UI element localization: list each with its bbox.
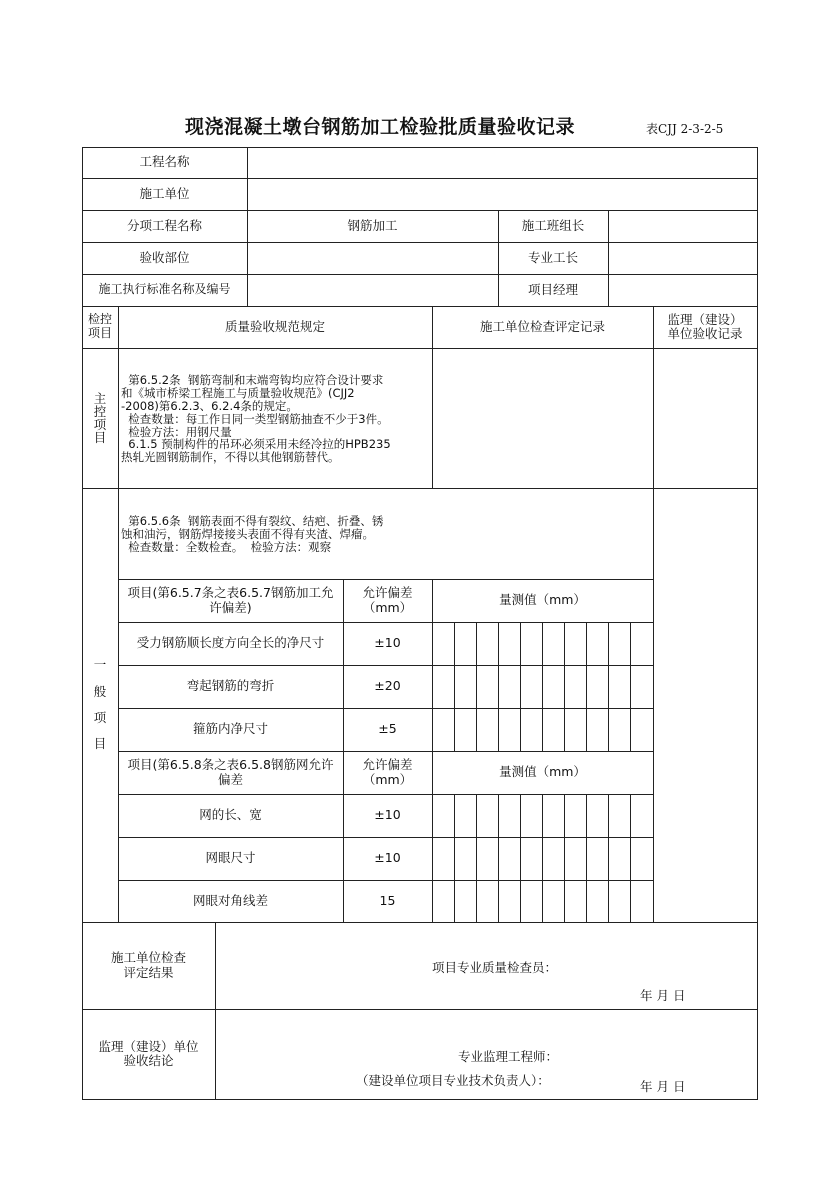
label-char: 目 [93, 430, 107, 446]
table-row-tolerance: ±10 [374, 850, 401, 866]
grid-line [520, 794, 521, 923]
label-char: 控 [93, 403, 107, 419]
text-line: 热轧光圆钢筋制作，不得以其他钢筋替代。 [121, 450, 340, 465]
text-line: 检查数量：全数检查。 检验方法：观察 [121, 539, 332, 554]
main-control-label [82, 348, 118, 488]
label-char: 项 [93, 710, 107, 725]
doc-title: 现浇混凝土墩台钢筋加工检验批质量验收记录 [184, 116, 575, 138]
table2-item-header: 项目(第6.5.8条之表6.5.8钢筋网允许偏差 [127, 757, 334, 787]
table-row-name: 网的长、宽 [199, 807, 262, 823]
grid-line [608, 210, 609, 307]
label-char: 主 [93, 390, 107, 406]
team-leader-label: 施工班组长 [521, 217, 585, 233]
supervision-conclusion-label-line2: 验收结论 [123, 1053, 174, 1068]
grid-line [564, 622, 565, 752]
grid-line [586, 622, 587, 752]
grid-line [542, 622, 543, 752]
grid-line [608, 794, 609, 923]
table-row-name: 受力钢筋顺长度方向全长的净尺寸 [136, 635, 325, 651]
table-row-name: 网眼对角线差 [192, 892, 268, 908]
text-line: 和《城市桥梁工程施工与质量验收规范》(CJJ2 [121, 385, 355, 400]
supervision-header-line1: 监理（建设） [667, 311, 743, 327]
supervision-conclusion-label [82, 1009, 215, 1099]
spec-header: 质量验收规范规定 [224, 318, 325, 334]
table2-measured-header: 量测值（mm） [499, 764, 586, 780]
supervision-conclusion-label-line1: 监理（建设）单位 [98, 1038, 199, 1054]
label-char: 一 [93, 657, 107, 673]
grid-line [82, 488, 758, 489]
text-line: 6.1.5 预制构件的吊环必须采用未经冷拉的HPB235 [121, 437, 391, 452]
form-code: 表CJJ 2-3-2-5 [646, 122, 724, 136]
supervision-engineer-label: 专业监理工程师： [458, 1049, 559, 1064]
label-char: 般 [93, 683, 107, 699]
label-char: 目 [93, 736, 107, 752]
sub-project-label: 分项工程名称 [126, 217, 202, 233]
project-manager-label: 项目经理 [527, 281, 578, 297]
table1-measured-header: 量测值（mm） [499, 592, 586, 608]
grid-line [653, 306, 654, 923]
supervision-header [653, 306, 757, 348]
control-item-header: 检控项目 [87, 312, 112, 340]
text-line: -2008)第6.2.3、6.2.4条的规定。 [121, 398, 298, 413]
text-line: 第6.5.2条 钢筋弯制和末端弯钩均应符合设计要求 [121, 373, 384, 387]
grid-line [757, 147, 758, 1100]
grid-line [454, 794, 455, 923]
table-row-tolerance: 15 [379, 892, 396, 908]
table2-tolerance-header-line2: （mm） [362, 771, 413, 787]
table1-tolerance-header [343, 579, 432, 622]
table1-tolerance-header-line2: （mm） [362, 599, 413, 615]
general-label [82, 488, 118, 922]
grid-line [520, 622, 521, 752]
grid-line [542, 794, 543, 923]
table-row-name: 箍筋内净尺寸 [192, 721, 268, 737]
unit-date: 年 月 日 [640, 988, 686, 1003]
table1-item-header: 项目(第6.5.7条之表6.5.7钢筋加工允许偏差) [127, 585, 334, 615]
grid-line [82, 1099, 758, 1100]
foreman-label: 专业工长 [527, 249, 578, 265]
inspection-part-label: 验收部位 [139, 249, 190, 265]
text-line: 检查数量：每工作日同一类型钢筋抽查不少于3件。 [121, 411, 389, 426]
project-name-label: 工程名称 [139, 154, 190, 170]
sub-project-value: 钢筋加工 [347, 217, 398, 233]
grid-line [630, 794, 631, 923]
grid-line [586, 794, 587, 923]
unit-conclusion-label-line1: 施工单位检查 [110, 950, 186, 966]
table1-tolerance-header-line1: 允许偏差 [362, 585, 413, 601]
standard-label: 施工执行标准名称及编号 [98, 282, 231, 297]
grid-line [476, 622, 477, 752]
main-control-text [121, 374, 391, 464]
unit-inspector-label: 项目专业质量检查员： [432, 960, 558, 975]
grid-line [498, 622, 499, 752]
table2-tolerance-header-line1: 允许偏差 [362, 757, 413, 773]
grid-line [82, 348, 758, 349]
grid-line [432, 348, 433, 489]
grid-line [476, 794, 477, 923]
grid-line [564, 794, 565, 923]
label-char: 项 [93, 417, 107, 432]
construction-unit-label: 施工单位 [139, 185, 190, 201]
grid-line [608, 622, 609, 752]
grid-line [215, 922, 216, 1100]
grid-line [498, 794, 499, 923]
table-row-tolerance: ±10 [374, 635, 401, 651]
text-line: 蚀和油污，钢筋焊接接头表面不得有夹渣、焊瘤。 [121, 526, 374, 541]
supervision-date: 年 月 日 [640, 1079, 686, 1094]
owner-tech-label: （建设单位项目专业技术负责人）： [356, 1073, 550, 1088]
table-row-name: 弯起钢筋的弯折 [186, 678, 275, 694]
table-row-name: 网眼尺寸 [205, 850, 256, 866]
table-row-tolerance: ±5 [378, 721, 397, 737]
unit-check-header: 施工单位检查评定记录 [479, 318, 605, 334]
table-row-tolerance: ±20 [374, 678, 401, 694]
text-line: 检验方法：用钢尺量 [121, 424, 232, 439]
grid-line [630, 622, 631, 752]
unit-conclusion-label-line2: 评定结果 [123, 964, 174, 980]
grid-line [454, 622, 455, 752]
table2-tolerance-header [343, 751, 432, 794]
table-row-tolerance: ±10 [374, 807, 401, 823]
text-line: 第6.5.6条 钢筋表面不得有裂纹、结疤、折叠、锈 [121, 514, 384, 528]
supervision-header-line2: 单位验收记录 [667, 326, 743, 341]
unit-conclusion-label [82, 922, 215, 1009]
general-text [121, 515, 383, 554]
